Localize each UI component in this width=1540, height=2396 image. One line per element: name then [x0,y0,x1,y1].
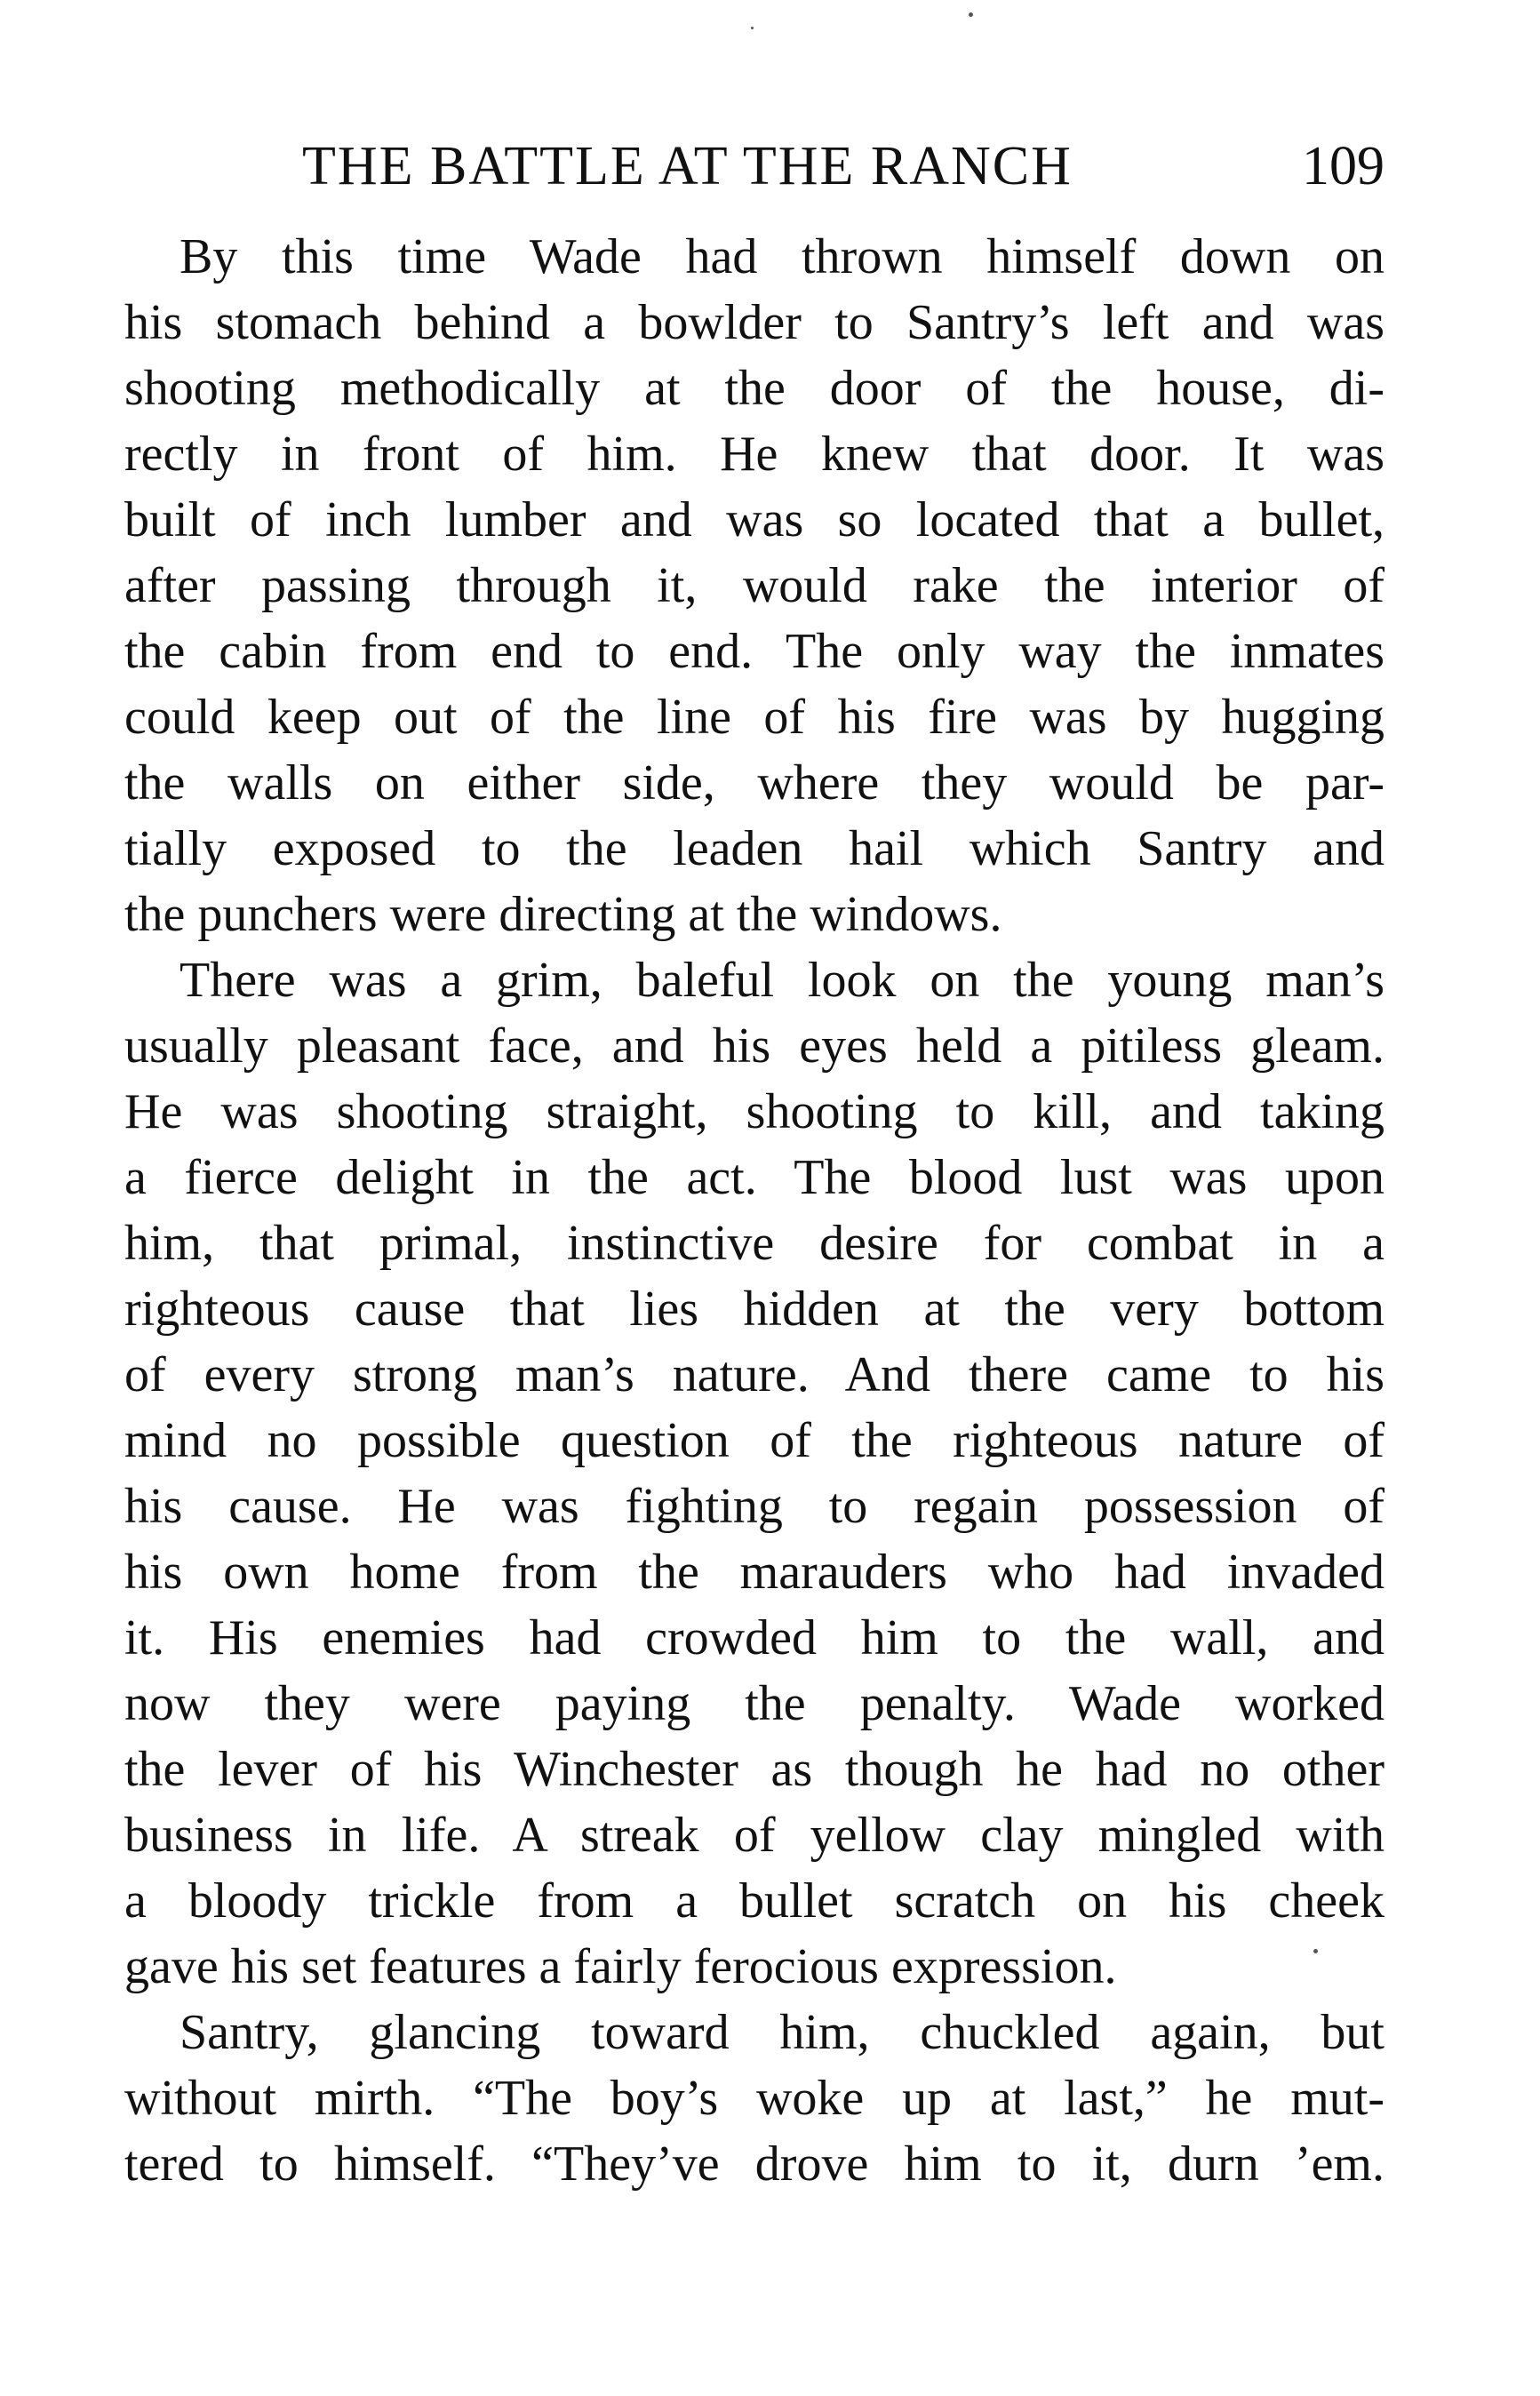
text-line: a fierce delight in the act. The blood lust was upon [124,1150,1384,1205]
text-line: it. His enemies had crowded him to the wall, and [124,1610,1384,1665]
text-line: him, that primal, instinctive desire for combat in a [124,1216,1384,1271]
text-line: He was shooting straight, shooting to kill, and taking [124,1084,1384,1139]
text-line: the punchers were directing at the windows. [124,887,1002,942]
text-line: his own home from the marauders who had invaded [124,1545,1384,1600]
page-number: 109 [1302,136,1384,196]
paragraph [124,947,1384,2000]
text-line: of every strong man’s nature. And there came to his [124,1347,1384,1402]
text-line: could keep out of the line of his fire was by hugging [124,690,1384,745]
text-line: righteous cause that lies hidden at the very bottom [124,1282,1384,1337]
text-line: without mirth. “The boy’s woke up at last,” he mut- [124,2071,1384,2126]
running-header [124,135,1384,197]
paragraph [124,224,1384,947]
text-line: tially exposed to the leaden hail which Santry and [124,821,1384,876]
text-line: There was a grim, baleful look on the young man’s [180,953,1384,1008]
text-line: gave his set features a fairly ferocious expression. [124,1939,1117,1994]
text-line: By this time Wade had thrown himself down on [180,229,1384,284]
text-line: after passing through it, would rake the interior of [124,558,1384,613]
text-line: his stomach behind a bowlder to Santry’s left and was [124,295,1384,350]
text-line: the lever of his Winchester as though he had no other [124,1742,1384,1797]
text-line: a bloody trickle from a bullet scratch on his cheek [124,1873,1384,1929]
ink-speck [751,27,754,29]
text-line: usually pleasant face, and his eyes held a pitiless gleam. [124,1018,1384,1074]
text-line: shooting methodically at the door of the house, di- [124,361,1384,416]
text-line: rectly in front of him. He knew that door. It was [124,427,1384,482]
text-line: business in life. A streak of yellow clay mingled with [124,1808,1384,1863]
text-line: his cause. He was fighting to regain possession of [124,1479,1384,1534]
text-line: mind no possible question of the righteous nature of [124,1413,1384,1468]
body-text [124,224,1384,2197]
ink-speck [969,12,973,17]
text-line: tered to himself. “They’ve drove him to it, durn ’em. [124,2136,1384,2192]
text-line: the cabin from end to end. The only way the inmates [124,624,1384,679]
text-line: the walls on either side, where they would be par- [124,755,1384,811]
text-line: Santry, glancing toward him, chuckled again, but [180,2005,1384,2060]
text-line: built of inch lumber and was so located that a bullet, [124,492,1384,547]
text-line: now they were paying the penalty. Wade worked [124,1676,1384,1731]
paragraph [124,2000,1384,2197]
running-title: THE BATTLE AT THE RANCH [302,136,1073,196]
